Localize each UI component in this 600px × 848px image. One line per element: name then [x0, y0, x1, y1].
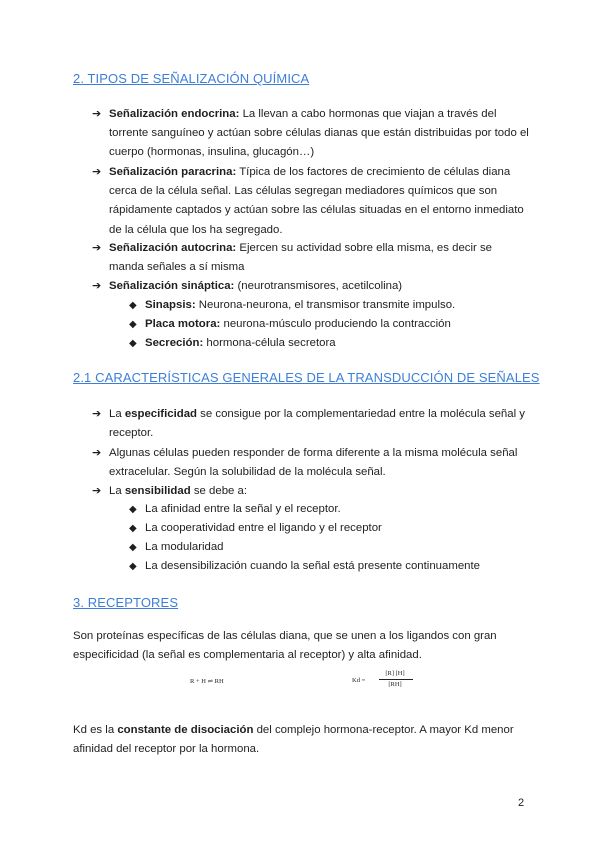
sub-item-modularidad: ◆ La modularidad [145, 538, 535, 557]
section-3-heading[interactable]: 3. RECEPTORES [73, 595, 179, 610]
kd-label: Kd = [352, 677, 366, 684]
diamond-bullet-icon: ◆ [129, 561, 137, 572]
sub-item-cooperatividad: ◆ La cooperatividad entre el ligando y el receptor [145, 519, 535, 538]
arrow-icon: ➔ [92, 408, 102, 420]
diamond-bullet-icon: ◆ [129, 504, 137, 515]
receptores-intro: Son proteínas específicas de las células diana, que se unen a los ligandos con gran especificidad (la señal es complementaria al receptor) y alta afinidad. [73, 630, 497, 662]
kd-denominator: [RH] [388, 681, 402, 688]
arrow-icon: ➔ [92, 447, 102, 459]
list-item-especificidad: ➔ La especificidad se consigue por la complementariedad entre la molécula señal y receptor. [109, 405, 529, 443]
sub-item-desensibilizacion: ◆ La desensibilización cuando la señal está presente continuamente [145, 557, 535, 576]
binding-equation: R + H ⇌ RH [190, 678, 224, 685]
section-2-heading[interactable]: 2. TIPOS DE SEÑALIZACIÓN QUÍMICA [73, 71, 310, 86]
diamond-bullet-icon: ◆ [129, 319, 137, 330]
sub-item-afinidad: ◆ La afinidad entre la señal y el receptor. [145, 500, 535, 519]
list-item-autocrina: ➔ Señalización autocrina: Ejercen su actividad sobre ella misma, es decir se manda señales a sí misma [109, 239, 529, 277]
diamond-bullet-icon: ◆ [129, 338, 137, 349]
diamond-bullet-icon: ◆ [129, 542, 137, 553]
arrow-icon: ➔ [92, 166, 102, 178]
sub-item-secrecion: ◆ Secreción: hormona-célula secretora [145, 334, 535, 353]
section-2-1-heading[interactable]: 2.1 CARACTERÍSTICAS GENERALES DE LA TRANSDUCCIÓN DE SEÑALES [73, 370, 540, 385]
kd-numerator: [R] [H] [385, 670, 405, 677]
list-item-respuesta: ➔ Algunas células pueden responder de forma diferente a la misma molécula señal extracelular. Según la solubilidad de la molécula señal. [109, 444, 529, 482]
list-item-sensibilidad: ➔ La sensibilidad se debe a: [109, 482, 529, 501]
list-item-endocrina: ➔ Señalización endocrina: La llevan a cabo hormonas que viajan a través del torrente sanguíneo y actúan sobre células dianas que están distribuidas por todo el cuerpo (hormonas, insulina, glucagón…) [109, 105, 529, 163]
sub-item-sinapsis: ◆ Sinapsis: Neurona-neurona, el transmisor transmite impulso. [145, 296, 535, 315]
kd-paragraph: Kd es la constante de disociación del complejo hormona-receptor. A mayor Kd menor afinidad del receptor por la hormona. [73, 724, 514, 756]
arrow-icon: ➔ [92, 485, 102, 497]
fraction-bar [379, 679, 413, 680]
list-item-sinaptica: ➔ Señalización sináptica: (neurotransmisores, acetilcolina) [109, 277, 529, 296]
list-item-paracrina: ➔ Señalización paracrina: Típica de los factores de crecimiento de células diana cerca de la célula señal. Las células segregan mediadores químicos que son rápidamente captados y actúan sobre las células situadas en el entorno inmediato de la célula que los ha segregado. [109, 163, 529, 240]
arrow-icon: ➔ [92, 242, 102, 254]
kd-fraction [375, 670, 415, 692]
diamond-bullet-icon: ◆ [129, 523, 137, 534]
arrow-icon: ➔ [92, 108, 102, 120]
arrow-icon: ➔ [92, 280, 102, 292]
diamond-bullet-icon: ◆ [129, 300, 137, 311]
page-number: 2 [518, 797, 525, 809]
sub-item-placa-motora: ◆ Placa motora: neurona-músculo produciendo la contracción [145, 315, 535, 334]
